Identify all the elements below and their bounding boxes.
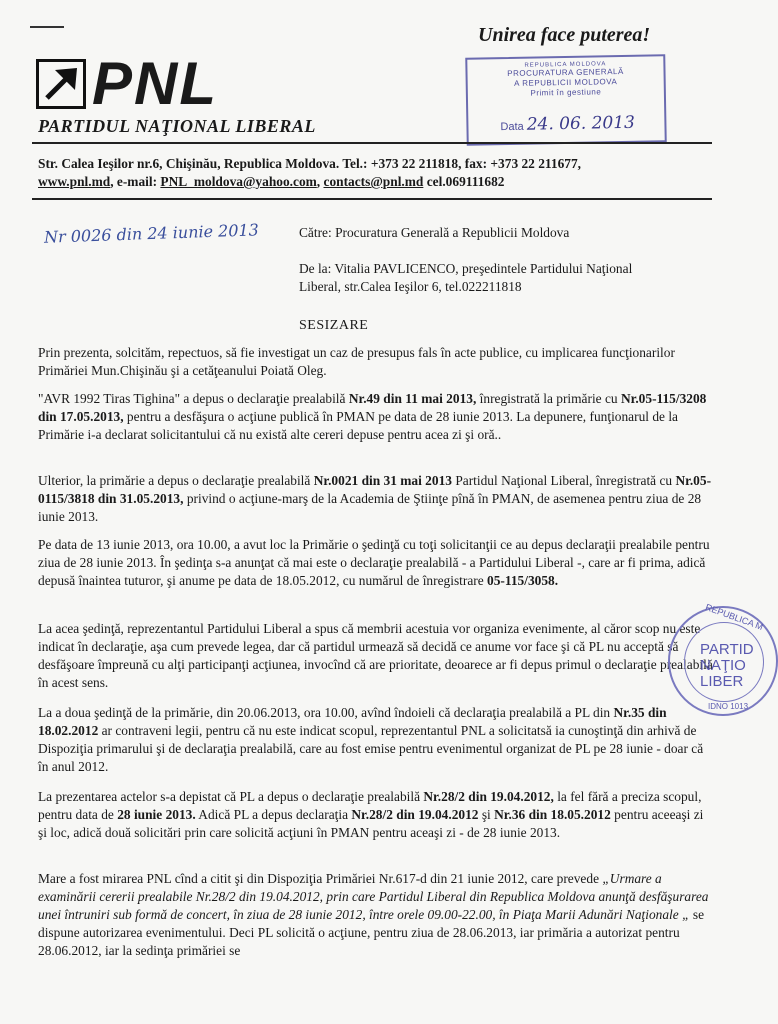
stamp-head: REPUBLICA MOLDOVA xyxy=(524,61,607,69)
seal-text-3: LIBER xyxy=(700,673,744,690)
p3-text-a: Pe data de 13 iunie 2013, ora 10.00, a avut loc la Primărie o şedinţă cu toţi solicitanţii ce au depus declaraţii prealabile pentru ziua de 28 iunie 2013. În şedinţa s-a anunţat că mai este o declaraţie prealabilă - a Partidului Liberal -, care ar fi prima, adică depusă înaintea tuturor, şi anume pe data de 18.05.2012, cu numărul de înregistrare xyxy=(38,537,710,588)
paragraph-2 xyxy=(38,472,714,526)
p6-ref-a: Nr.28/2 din 19.04.2012, xyxy=(423,789,554,804)
pnl-logo xyxy=(36,52,218,116)
sender-line-1: De la: Vitalia PAVLICENCO, preşedintele Partidului Naţional xyxy=(299,261,633,276)
p3-ref: 05-115/3058. xyxy=(487,573,559,588)
logo-text: PNL xyxy=(92,50,218,117)
stamp-date-label: Data xyxy=(500,120,524,134)
seal-text xyxy=(700,642,754,690)
paragraph-3 xyxy=(38,536,714,590)
p5-text-a: La a doua şedinţă de la primărie, din 20.06.2013, ora 10.00, avînd îndoieli că declaraţia prealabilă a PL din xyxy=(38,705,614,720)
p2-text-a: Ulterior, la primărie a depus o declaraţie prealabilă xyxy=(38,473,314,488)
arrow-icon xyxy=(36,59,86,109)
paragraph-7 xyxy=(38,870,714,960)
addressee: Către: Procuratura Generală a Republicii Moldova xyxy=(299,225,570,240)
p6-text-e: pentru aceeaşi zi şi loc, adică două solicitări prin care solicită acţiuni în PMAN pentru aceaşi zi - de 28 iunie 2013. xyxy=(38,807,704,840)
p6-ref-b: 28 iunie 2013. xyxy=(117,807,196,822)
email-link-1[interactable]: PNL_moldova@yahoo.com xyxy=(160,174,317,189)
p6-ref-c: Nr.28/2 din 19.04.2012 xyxy=(351,807,479,822)
p2-ref-a: Nr.0021 din 31 mai 2013 xyxy=(313,473,452,488)
stamp-line-2: A REPUBLICII MOLDOVA xyxy=(514,77,618,88)
p5-ref: Nr.35 din 18.02.2012 xyxy=(38,705,667,738)
header-rule-top xyxy=(32,142,712,144)
email-link-2[interactable]: contacts@pnl.md xyxy=(323,174,424,189)
p6-text-c: Adică PL a depus declaraţia xyxy=(195,807,352,822)
p6-text-a: La prezentarea actelor s-a depistat că PL a depus o declaraţie prealabilă xyxy=(38,789,424,804)
stamp-date xyxy=(500,113,635,135)
p1-ref-a: Nr.49 din 11 mai 2013, xyxy=(348,391,477,406)
p7-text-a: Mare a fost mirarea PNL cînd a citit şi din Dispoziţia Primăriei Nr.617-d din 21 iunie 2012, care prevede xyxy=(38,871,603,886)
website-link[interactable]: www.pnl.md xyxy=(38,174,111,189)
paragraph-1 xyxy=(38,390,714,444)
seal-bottom-text: IDNO 1013 xyxy=(708,702,749,711)
paragraph-5 xyxy=(38,704,714,776)
email-label: , e-mail: xyxy=(110,174,161,189)
p6-text-b: la fel fără a preciza scopul, pentru data de xyxy=(38,789,702,822)
p5-text-b: ar contraveni legii, pentru că nu este indicat scopul, reprezentantul PNL a solicitatsă ia cunoştinţă din arhivă de Dispoziţia primarului şi de declaraţia prealabilă, care au fost emise pentru evenimentul organizat de PL pe 28 iunie - doar că în anul 2012. xyxy=(38,723,704,774)
separator: , xyxy=(316,174,324,189)
p1-text-a: "AVR 1992 Tiras Tighina" a depus o declaraţie prealabilă xyxy=(38,391,349,406)
paragraph-6 xyxy=(38,788,714,842)
motto: Unirea face puterea! xyxy=(478,24,651,46)
sender-line-2: Liberal, str.Calea Ieşilor 6, tel.022211818 xyxy=(299,279,522,294)
contact-block xyxy=(38,155,718,191)
p7-quote: „Urmare a examinării cererii prealabile Nr.28/2 din 19.04.2012, prin care Partidul Liberal din Republica Moldova anunţă desfăşurarea unei întruniri sub formă de concert, în ziua de 28 iunie 2012, între orele 09.00-22.00, în Piaţa Marii Adunări Naţionale „ xyxy=(38,871,709,922)
p6-text-d: şi xyxy=(478,807,495,822)
party-seal xyxy=(668,601,778,716)
p2-ref-b: Nr.05-0115/3818 din 31.05.2013, xyxy=(38,473,712,506)
p2-text-b: Partidul Naţional Liberal, înregistrată cu xyxy=(451,473,676,488)
p6-ref-d: Nr.36 din 18.05.2012 xyxy=(494,807,611,822)
stamp-line-3: Primit în gestiune xyxy=(530,87,602,98)
stamp-line-1: PROCURATURA GENERALĂ xyxy=(507,66,624,79)
handwritten-reference: Nr 0026 din 24 iunie 2013 xyxy=(43,220,260,247)
p1-text-b: înregistrată la primărie cu xyxy=(476,391,621,406)
p2-text-c: privind o acţiune-marş de la Academia de Ştiinţe pînă în PMAN, de asemenea pentru ziua de 28 iunie 2013. xyxy=(38,491,702,524)
p1-ref-b: Nr.05-115/3208 din 17.05.2013, xyxy=(38,391,707,424)
intro-paragraph: Prin prezenta, solcităm, repectuos, să fie investigat un caz de presupus fals în acte publice, cu implicarea funcţionarilor Primăriei Mun.Chişinău şi a cetăţeanului Poiată Oleg. xyxy=(38,345,675,378)
seal-text-1: PARTID xyxy=(700,641,754,658)
party-name: PARTIDUL NAŢIONAL LIBERAL xyxy=(38,116,316,136)
registration-stamp xyxy=(465,54,667,145)
p1-text-c: pentru a desfăşura o acţiune publică în PMAN pe data de 28 iunie 2013. La depunere, funţionarul de la Primărie i-a declarat solicitantului că nu există alte cereri depuse pentru acea zi şi oră.. xyxy=(38,409,678,442)
top-dash xyxy=(30,26,64,28)
seal-text-2: NAŢIO xyxy=(700,657,746,674)
seal-arc-text: REPUBLICA M xyxy=(704,601,765,633)
address-line: Str. Calea Ieşilor nr.6, Chişinău, Republica Moldova. Tel.: +373 22 211818, fax: +373 22 211677, xyxy=(38,156,582,171)
stamp-date-value: 24. 06. 2013 xyxy=(526,112,636,135)
paragraph-4: La acea şedinţă, reprezentantul Partidului Liberal a spus că membrii acestuia vor organiza evenimente, al căror scop nu este indicat în declaraţie, aşa cum prevede legea, dar că partidul urmează să decidă ce anume vor face şi că PL nu acceptă să desfăşoare împreună cu alţi participanţi acţiunea, invocînd că are prioritate, deoarece ar fi depus primul o declaraţie prealabilă în acest sens. xyxy=(38,621,713,690)
p7-text-b: se dispune autorizarea evenimentului. Deci PL solicită o acţiune, pentru ziua de 28.06.2013, iar primăria a autorizat pentru 28.06.2012, iar la sedinţa primăriei se xyxy=(38,907,705,958)
document-title: SESIZARE xyxy=(299,318,369,333)
phone: cel.069111682 xyxy=(423,174,505,189)
header-rule-bottom xyxy=(32,198,712,200)
